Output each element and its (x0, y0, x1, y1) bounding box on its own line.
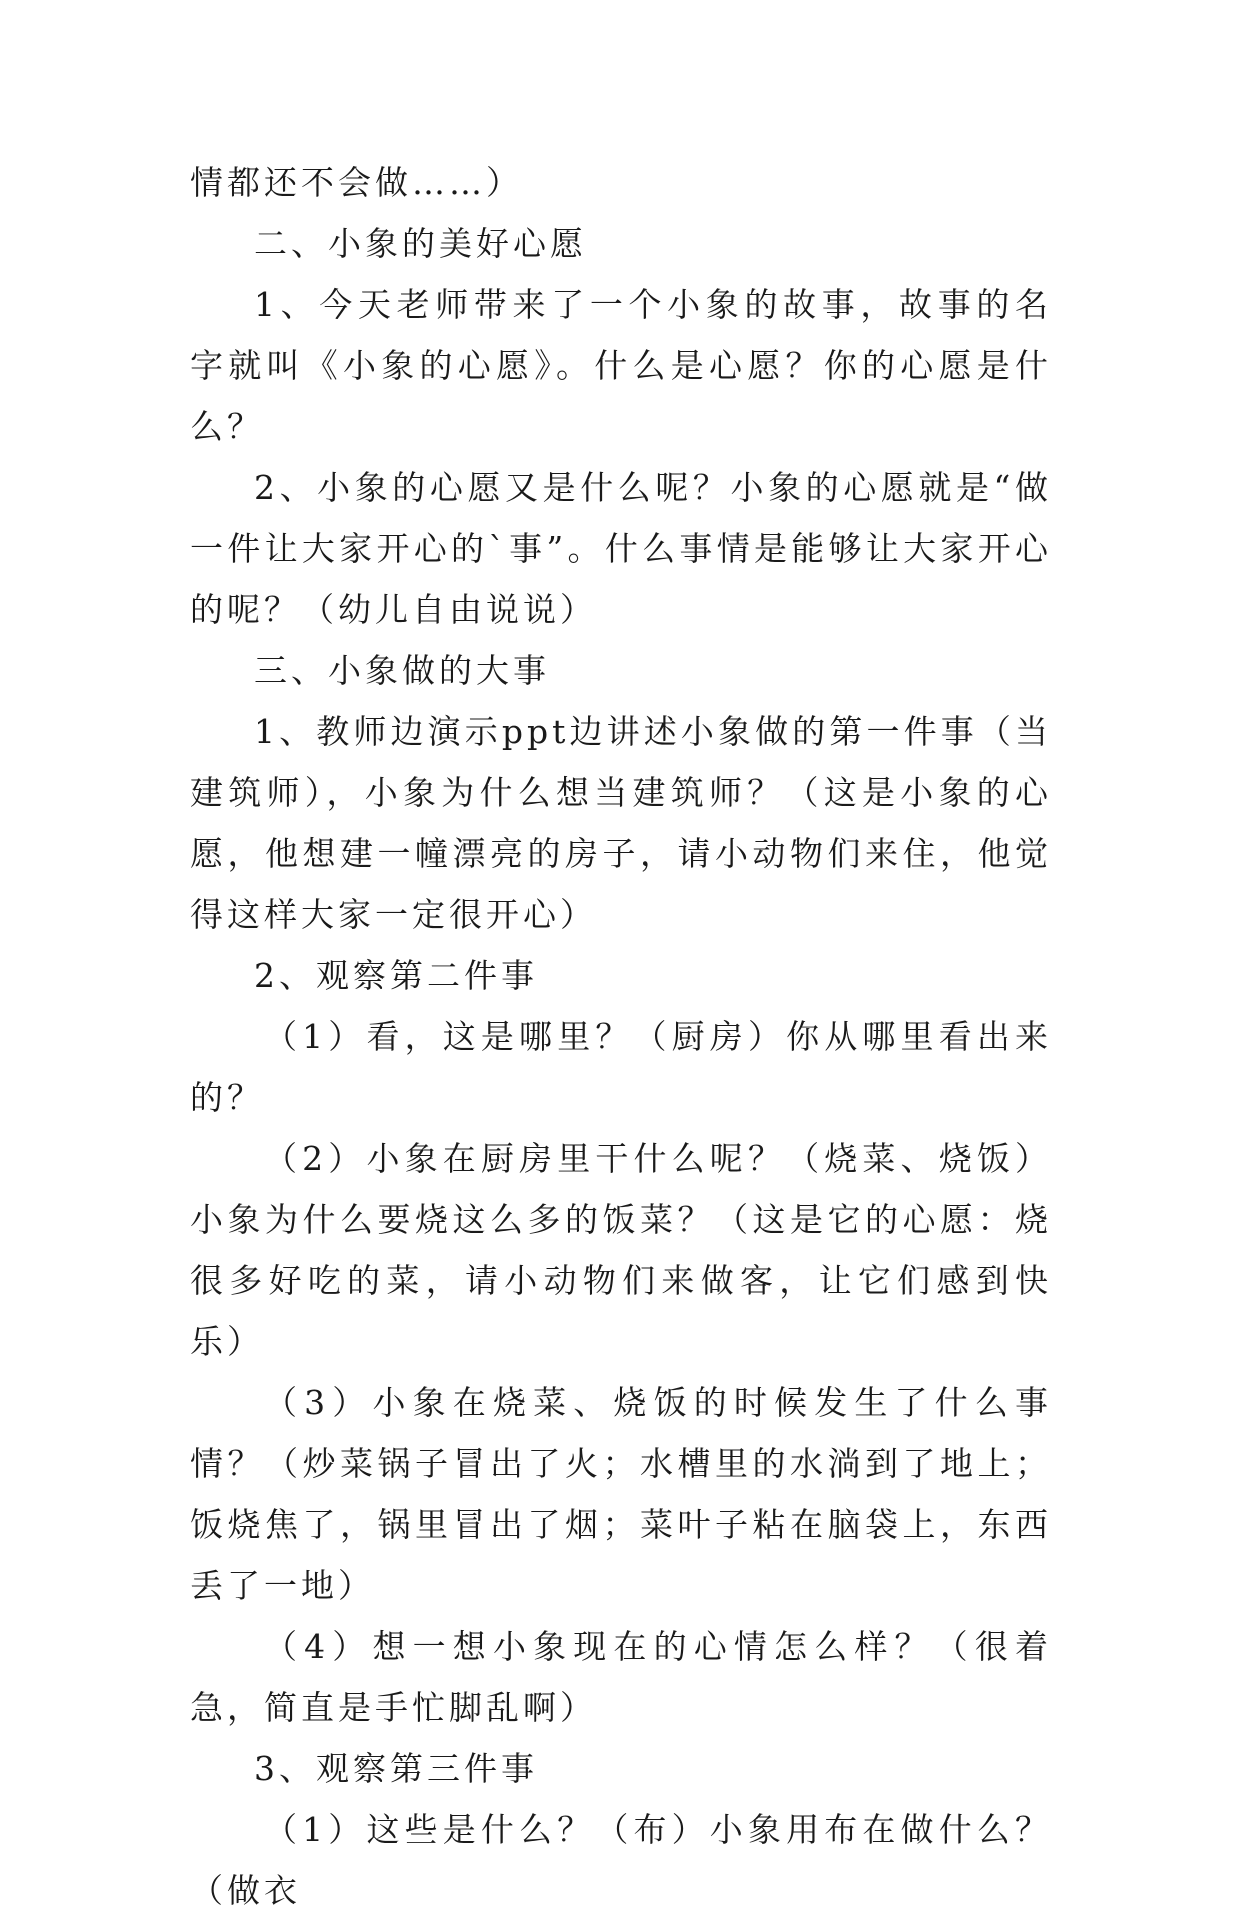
paragraph: 2、小象的心愿又是什么呢？小象的心愿就是“做一件让大家开心的`事”。什么事情是能够让大家开心的呢？（幼儿自由说说） (190, 468, 1052, 629)
sub-paragraph: （1）这些是什么？（布）小象用布在做什么？（做衣 (190, 1810, 1052, 1910)
sub-paragraph: （1）看，这是哪里？（厨房）你从哪里看出来的？ (190, 1017, 1052, 1117)
paragraph: 1、今天老师带来了一个小象的故事，故事的名字就叫《小象的心愿》。什么是心愿？你的心愿是什么？ (190, 285, 1052, 446)
sub-paragraph: （3）小象在烧菜、烧饭的时候发生了什么事情？（炒菜锅子冒出了火；水槽里的水淌到了地上；饭烧焦了，锅里冒出了烟；菜叶子粘在脑袋上，东西丢了一地） (190, 1383, 1052, 1605)
section-heading: 三、小象做的大事 (254, 651, 550, 690)
paragraph: 1、教师边演示ppt边讲述小象做的第一件事（当建筑师），小象为什么想当建筑师？（这是小象的心愿，他想建一幢漂亮的房子，请小动物们来住，他觉得这样大家一定很开心） (190, 712, 1052, 934)
sub-paragraph: （2）小象在厨房里干什么呢？（烧菜、烧饭）小象为什么要烧这么多的饭菜？（这是它的心愿：烧很多好吃的菜，请小动物们来做客，让它们感到快乐） (190, 1139, 1052, 1361)
sub-paragraph: （4）想一想小象现在的心情怎么样？（很着急，简直是手忙脚乱啊） (190, 1627, 1052, 1727)
paragraph: 2、观察第二件事 (254, 956, 538, 995)
document-body (190, 152, 1052, 1921)
section-heading: 二、小象的美好心愿 (254, 224, 587, 263)
paragraph: 3、观察第三件事 (254, 1749, 538, 1788)
paragraph: 情都还不会做……） (190, 163, 523, 202)
